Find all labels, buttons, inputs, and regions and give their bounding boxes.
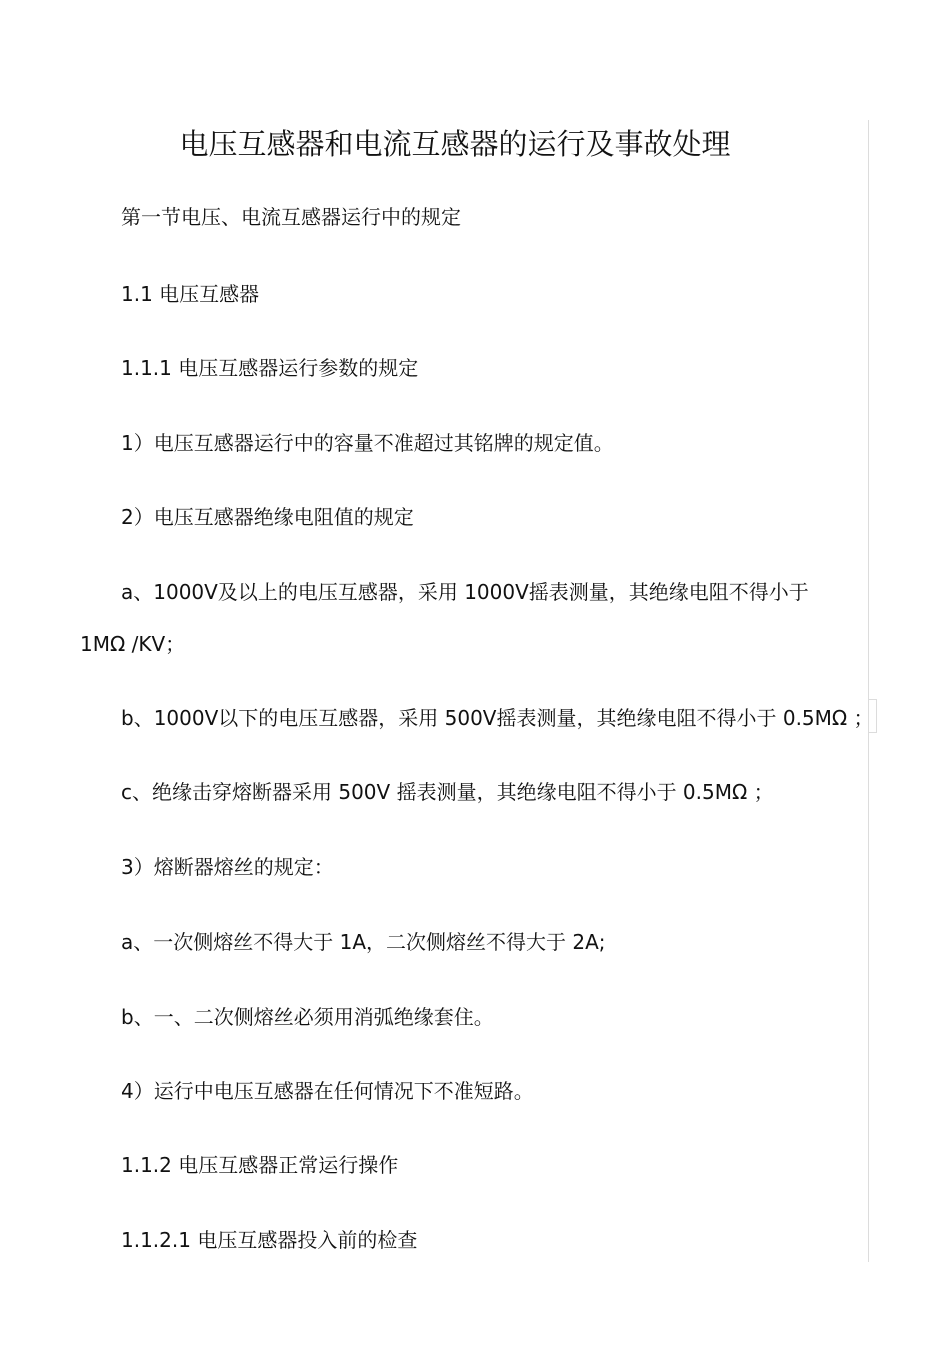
paragraph: b、1000V以下的电压互感器，采用 500V摇表测量，其绝缘电阻不得小于 0.5MΩ ； [121,706,874,730]
paragraph-continuation: 1MΩ /KV； [80,632,186,656]
paragraph: b、一、二次侧熔丝必须用消弧绝缘套住。 [121,1005,494,1029]
page-margin-rule [868,120,869,1262]
paragraph: 1）电压互感器运行中的容量不准超过其铭牌的规定值。 [121,431,614,455]
paragraph: a、一次侧熔丝不得大于 1A，二次侧熔丝不得大于 2A; [121,930,606,954]
paragraph: 4）运行中电压互感器在任何情况下不准短路。 [121,1079,534,1103]
subsection-heading: 1.1 电压互感器 [121,282,260,306]
section-heading: 第一节电压、电流互感器运行中的规定 [121,205,461,229]
subsection-heading: 1.1.2.1 电压互感器投入前的检查 [121,1228,418,1252]
paragraph: 2）电压互感器绝缘电阻值的规定 [121,505,414,529]
document-title: 电压互感器和电流互感器的运行及事故处理 [179,127,731,161]
paragraph: 3）熔断器熔丝的规定： [121,855,334,879]
subsection-heading: 1.1.2 电压互感器正常运行操作 [121,1153,399,1177]
subsection-heading: 1.1.1 电压互感器运行参数的规定 [121,356,419,380]
paragraph: a、1000V及以上的电压互感器，采用 1000V摇表测量，其绝缘电阻不得小于 [121,580,809,604]
paragraph: c、绝缘击穿熔断器采用 500V 摇表测量，其绝缘电阻不得小于 0.5MΩ ； [121,780,774,804]
